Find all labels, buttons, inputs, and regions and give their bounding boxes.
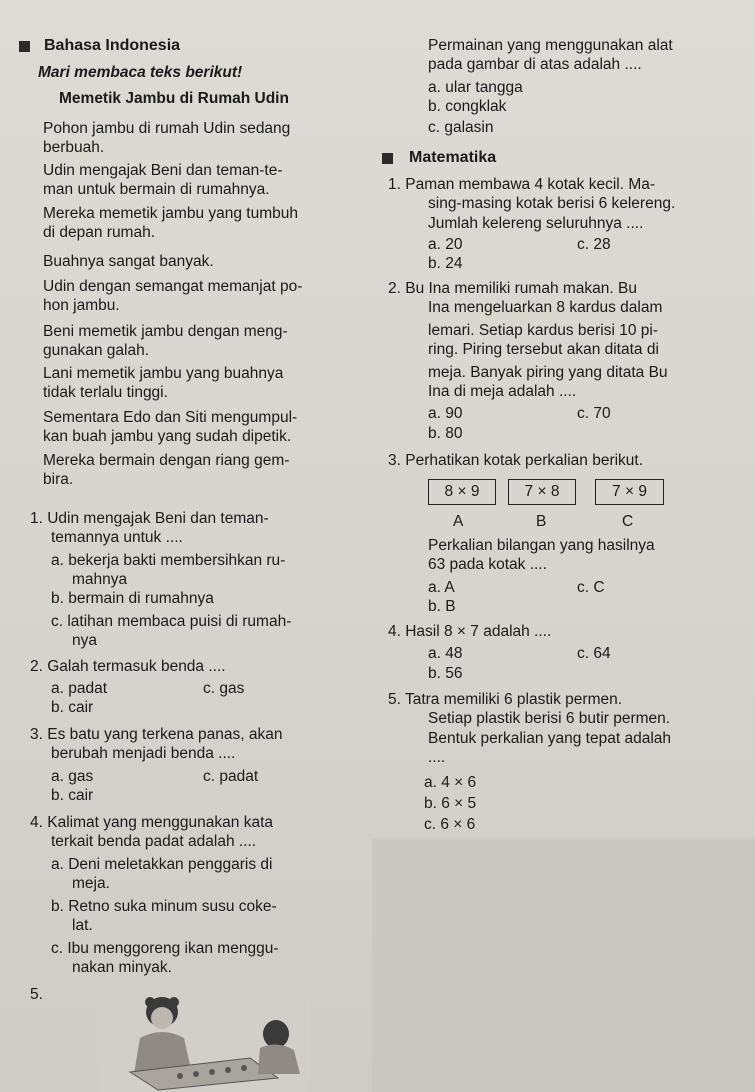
story-line: Lani memetik jambu yang buahnya <box>43 365 284 382</box>
question-stem: Bentuk perkalian yang tepat adalah <box>428 730 672 747</box>
box-label: B <box>536 513 547 530</box>
question-stem: terkait benda padat adalah .... <box>51 833 257 850</box>
question-stem: meja. Banyak piring yang ditata Bu <box>428 364 668 381</box>
multiplication-box-a: 8 × 9 <box>428 479 496 505</box>
story-line: Pohon jambu di rumah Udin sedang <box>43 120 291 137</box>
option-c: c. C <box>577 579 605 596</box>
option-a: a. padat <box>51 680 108 697</box>
story-line: berbuah. <box>43 139 105 156</box>
story-line: Udin mengajak Beni dan teman-te- <box>43 162 283 179</box>
option-a: a. 4 × 6 <box>424 774 477 791</box>
option-a: a. bekerja bakti membersihkan ru- <box>51 552 286 569</box>
option-a: meja. <box>72 875 110 892</box>
story-line: kan buah jambu yang sudah dipetik. <box>43 428 292 445</box>
option-b: lat. <box>72 917 93 934</box>
option-a: a. Deni meletakkan penggaris di <box>51 856 273 873</box>
question-stem: 1. Udin mengajak Beni dan teman- <box>30 510 269 527</box>
option-c: c. gas <box>203 680 245 697</box>
option-c: c. 70 <box>577 405 611 422</box>
option-b: b. congklak <box>428 98 507 115</box>
story-title: Memetik Jambu di Rumah Udin <box>59 90 289 107</box>
question-stem: Jumlah kelereng seluruhnya .... <box>428 215 644 232</box>
option-c: nakan minyak. <box>72 959 172 976</box>
question-stem: 3. Perhatikan kotak perkalian berikut. <box>388 452 644 469</box>
left-question-5-number: 5. <box>30 986 43 1003</box>
option-a: a. A <box>428 579 455 596</box>
option-c: c. Ibu menggoreng ikan menggu- <box>51 940 279 957</box>
story-line: bira. <box>43 471 74 488</box>
question-stem: sing-masing kotak berisi 6 kelereng. <box>428 195 676 212</box>
question-stem: 2. Bu Ina memiliki rumah makan. Bu <box>388 280 637 297</box>
question-stem: Ina di meja adalah .... <box>428 383 577 400</box>
box-label: A <box>453 513 464 530</box>
option-c: nya <box>72 632 97 649</box>
story-line: tidak terlalu tinggi. <box>43 384 168 401</box>
option-c: c. 64 <box>577 645 611 662</box>
option-b: b. 6 × 5 <box>424 795 477 812</box>
story-line: Udin dengan semangat memanjat po- <box>43 278 303 295</box>
option-b: b. 24 <box>428 255 463 272</box>
option-b: b. B <box>428 598 456 615</box>
story-line: Sementara Edo dan Siti mengumpul- <box>43 409 298 426</box>
question-stem: 63 pada kotak .... <box>428 556 547 573</box>
subject-heading: Bahasa Indonesia <box>44 37 181 54</box>
blank-covered-area <box>372 838 755 1092</box>
option-c: c. 28 <box>577 236 611 253</box>
option-b: b. bermain di rumahnya <box>51 590 214 607</box>
second-child-head-icon <box>263 1020 289 1048</box>
question-stem: Setiap plastik berisi 6 butir permen. <box>428 710 671 727</box>
story-line: Buahnya sangat banyak. <box>43 253 214 270</box>
option-c: c. galasin <box>428 119 494 136</box>
box-label: C <box>622 513 634 530</box>
question-stem: berubah menjadi benda .... <box>51 745 236 762</box>
option-c: c. latihan membaca puisi di rumah- <box>51 613 292 630</box>
question-stem: 2. Galah termasuk benda .... <box>30 658 226 675</box>
option-c: c. 6 × 6 <box>424 816 476 833</box>
question-stem: 5. Tatra memiliki 6 plastik permen. <box>388 691 623 708</box>
option-b: b. 80 <box>428 425 463 442</box>
option-a: a. ular tangga <box>428 79 523 96</box>
option-a: mahnya <box>72 571 128 588</box>
question-stem: .... <box>428 749 446 766</box>
option-a: a. 20 <box>428 236 463 253</box>
story-line: di depan rumah. <box>43 224 156 241</box>
question-stem: ring. Piring tersebut akan ditata di <box>428 341 659 358</box>
question-stem: pada gambar di atas adalah .... <box>428 56 642 73</box>
option-c: c. padat <box>203 768 259 785</box>
option-a: a. 48 <box>428 645 463 662</box>
question-stem: lemari. Setiap kardus berisi 10 pi- <box>428 322 659 339</box>
option-b: b. Retno suka minum susu coke- <box>51 898 277 915</box>
question-stem: Ina mengeluarkan 8 kardus dalam <box>428 299 663 316</box>
story-line: man untuk bermain di rumahnya. <box>43 181 270 198</box>
option-b: b. cair <box>51 787 94 804</box>
question-stem: temannya untuk .... <box>51 529 183 546</box>
section-bullet-icon <box>19 41 30 52</box>
option-b: b. 56 <box>428 665 463 682</box>
question-stem: 1. Paman membawa 4 kotak kecil. Ma- <box>388 176 656 193</box>
reading-instruction: Mari membaca teks berikut! <box>38 64 243 81</box>
option-a: a. 90 <box>428 405 463 422</box>
question-stem: Perkalian bilangan yang hasilnya <box>428 537 655 554</box>
multiplication-box-c: 7 × 9 <box>595 479 664 505</box>
option-b: b. cair <box>51 699 94 716</box>
story-line: hon jambu. <box>43 297 120 314</box>
question-stem: 4. Hasil 8 × 7 adalah .... <box>388 623 552 640</box>
child-face-icon <box>151 1007 173 1029</box>
multiplication-box-b: 7 × 8 <box>508 479 576 505</box>
story-line: Mereka memetik jambu yang tumbuh <box>43 205 299 222</box>
children-playing-illustration <box>100 982 310 1092</box>
question-stem: 3. Es batu yang terkena panas, akan <box>30 726 283 743</box>
question-stem: Permainan yang menggunakan alat <box>428 37 673 54</box>
question-stem: 4. Kalimat yang menggunakan kata <box>30 814 273 831</box>
subject-heading: Matematika <box>409 149 497 166</box>
story-line: Beni memetik jambu dengan meng- <box>43 323 288 340</box>
option-a: a. gas <box>51 768 94 785</box>
section-bullet-icon <box>382 153 393 164</box>
story-line: Mereka bermain dengan riang gem- <box>43 452 290 469</box>
story-line: gunakan galah. <box>43 342 150 359</box>
